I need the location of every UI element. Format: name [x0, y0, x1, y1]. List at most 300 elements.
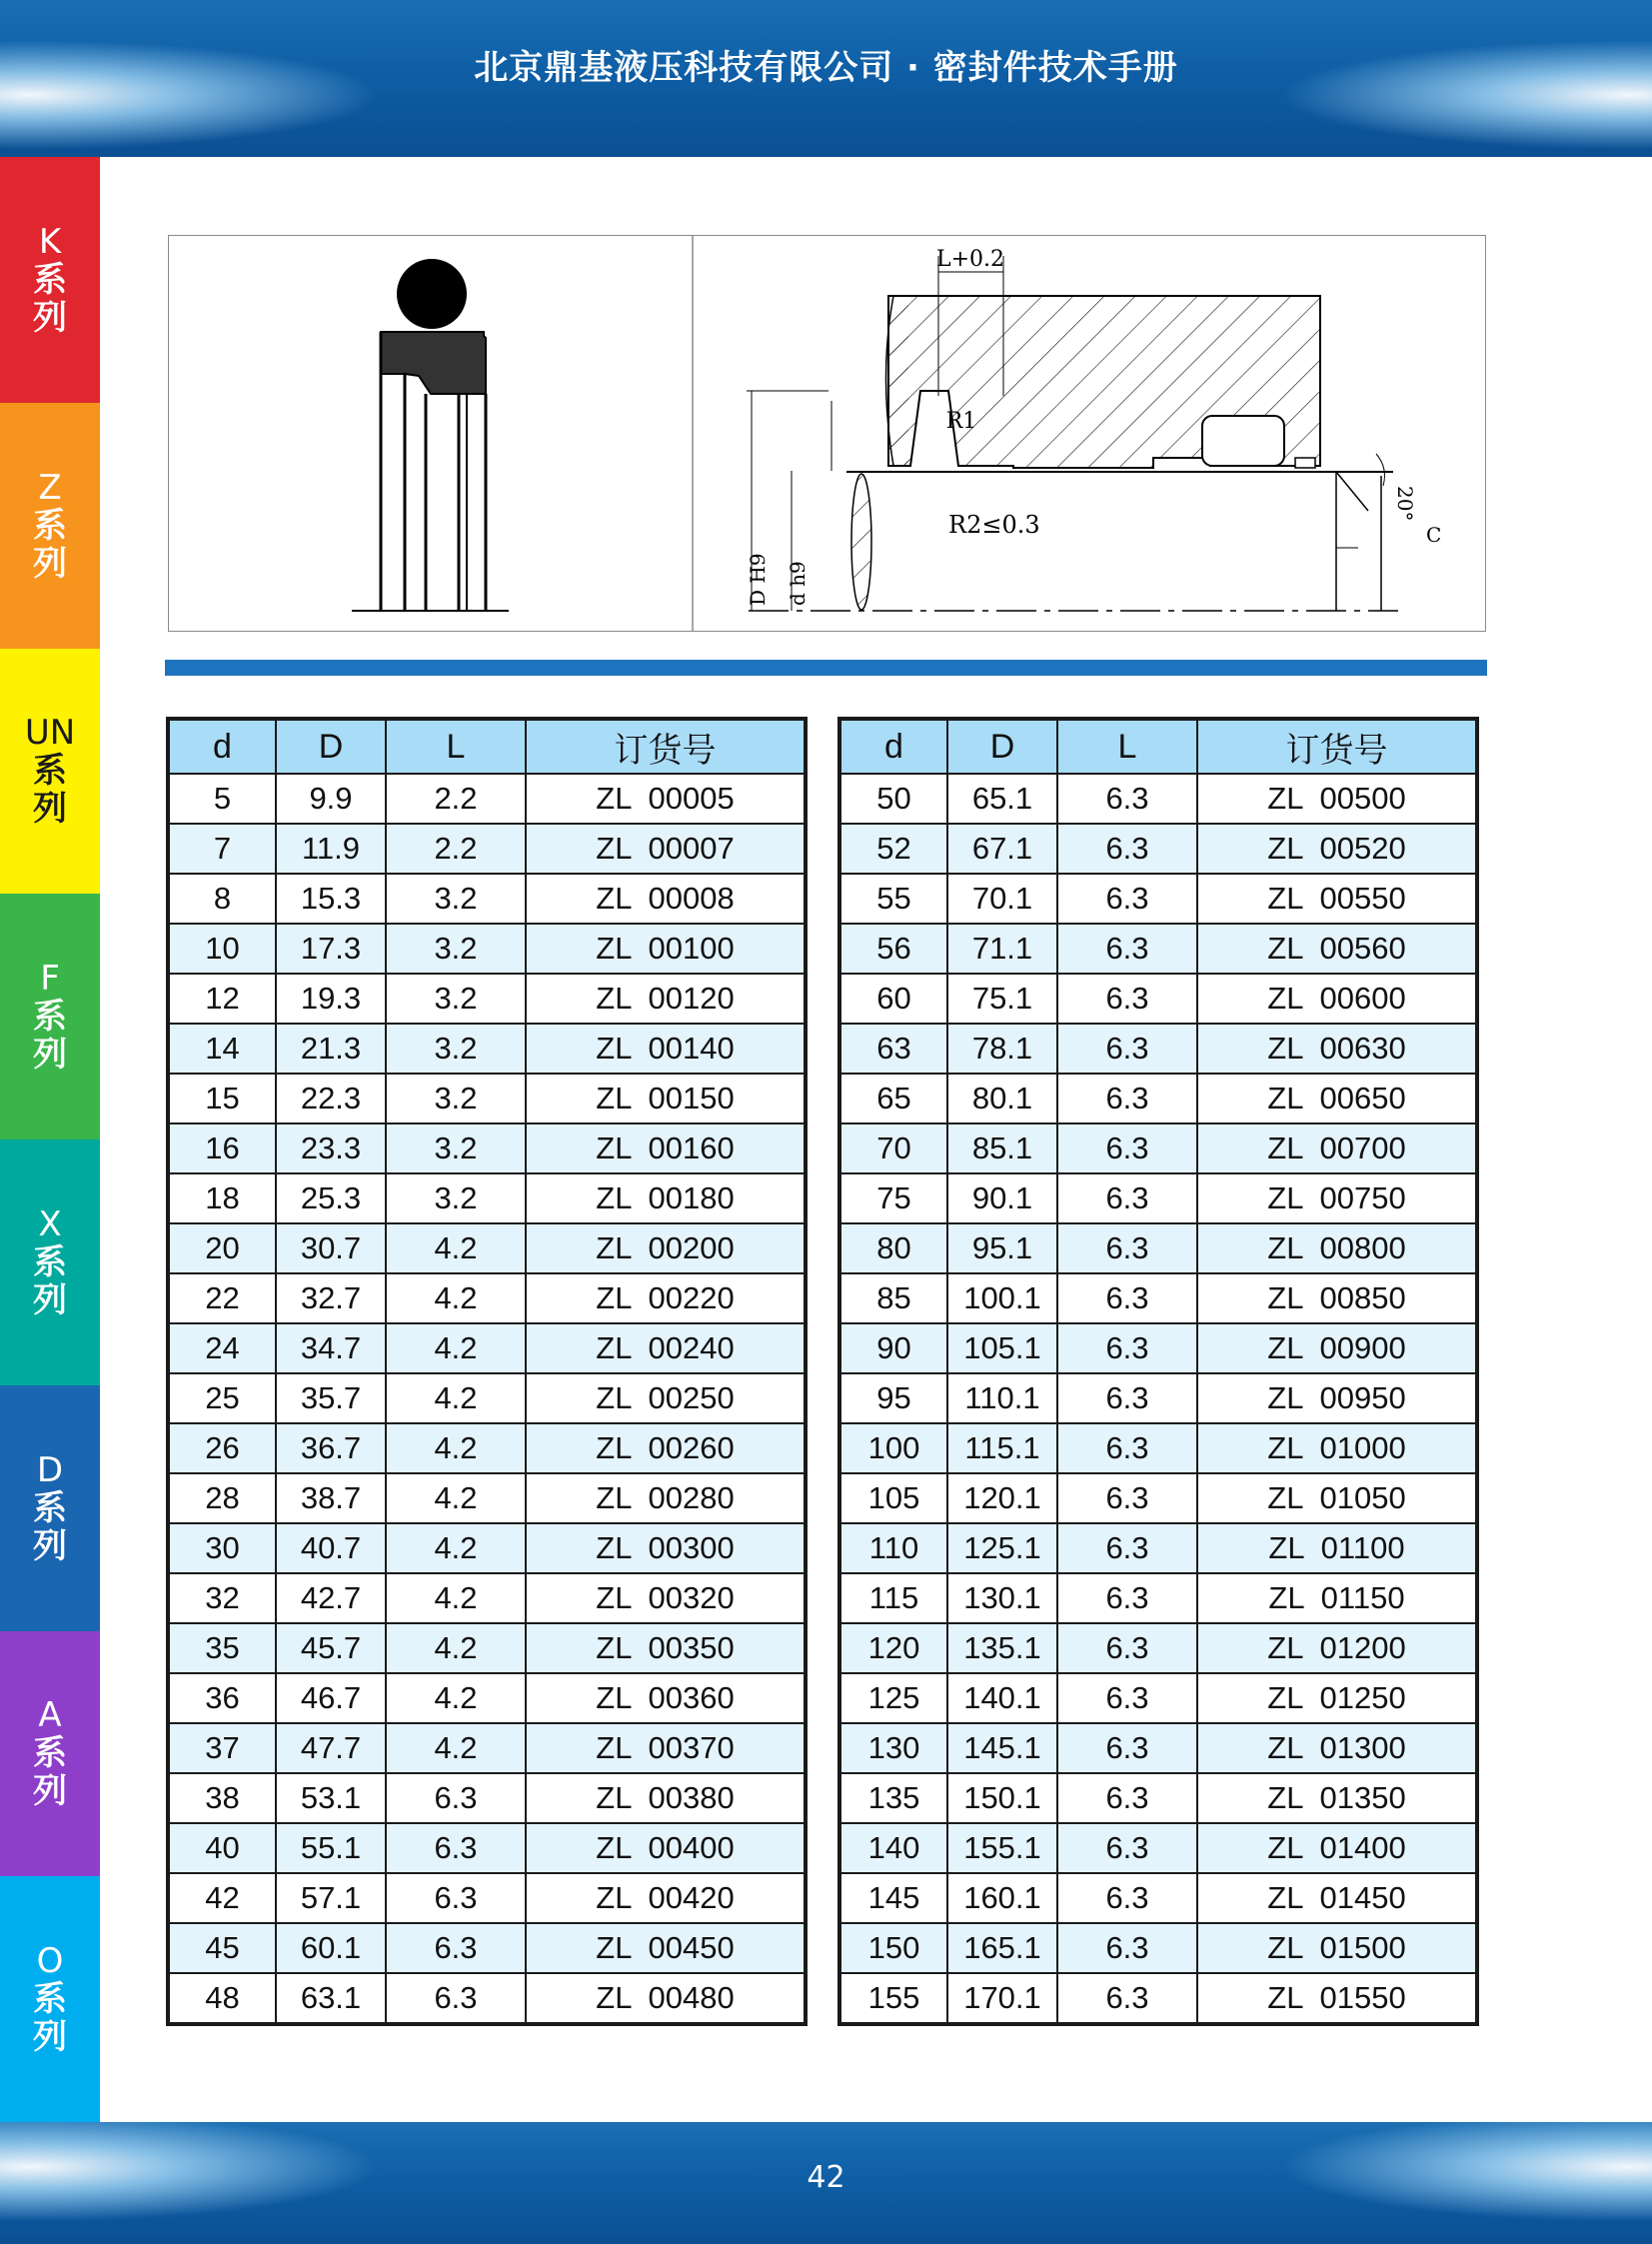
- sidebar-tab-code: K: [38, 221, 62, 262]
- series-sidebar: [0, 157, 100, 2122]
- table-row: [839, 1973, 1477, 2024]
- cell-d: 32: [168, 1573, 276, 1623]
- cell-d: 45: [168, 1923, 276, 1973]
- seal-profile-figure: [352, 259, 509, 611]
- cell-order-number: ZL 00180: [526, 1173, 806, 1223]
- table-row: [168, 1074, 806, 1123]
- cell-d: 150: [839, 1923, 947, 1973]
- page-number: 42: [807, 2160, 845, 2195]
- table-row: [168, 1623, 806, 1673]
- cell-L: 4.2: [386, 1673, 526, 1723]
- table-row: [839, 1323, 1477, 1373]
- cell-order-number: ZL 01400: [1197, 1823, 1477, 1873]
- cell-L: 4.2: [386, 1623, 526, 1673]
- cell-d: 37: [168, 1723, 276, 1773]
- cell-d: 145: [839, 1873, 947, 1923]
- table-row: [839, 1273, 1477, 1323]
- table-row: [839, 1573, 1477, 1623]
- cell-L: 3.2: [386, 974, 526, 1024]
- cell-order-number: ZL 00005: [526, 774, 806, 824]
- sidebar-tab-d-series[interactable]: [0, 1385, 100, 1631]
- cell-order-number: ZL 01050: [1197, 1473, 1477, 1523]
- cell-L: 6.3: [1057, 1173, 1197, 1223]
- table-row: [168, 1973, 806, 2024]
- header-D: D: [947, 719, 1057, 774]
- cell-d: 26: [168, 1423, 276, 1473]
- spec-table-left: [166, 717, 808, 2026]
- cell-order-number: ZL 00240: [526, 1323, 806, 1373]
- cell-L: 6.3: [1057, 1223, 1197, 1273]
- cell-L: 6.3: [1057, 924, 1197, 974]
- header-d: d: [168, 719, 276, 774]
- sidebar-tab-f-series[interactable]: [0, 894, 100, 1139]
- cell-D: 75.1: [947, 974, 1057, 1024]
- table-row: [168, 1823, 806, 1873]
- page-footer: [0, 2122, 1652, 2244]
- cell-D: 38.7: [276, 1473, 386, 1523]
- cell-D: 57.1: [276, 1873, 386, 1923]
- cell-L: 4.2: [386, 1373, 526, 1423]
- table-row: [839, 1024, 1477, 1074]
- table-row: [168, 1523, 806, 1573]
- cell-L: 3.2: [386, 1123, 526, 1173]
- cell-L: 6.3: [1057, 1773, 1197, 1823]
- cell-d: 95: [839, 1373, 947, 1423]
- cell-L: 6.3: [1057, 1923, 1197, 1973]
- cell-order-number: ZL 00380: [526, 1773, 806, 1823]
- cell-D: 30.7: [276, 1223, 386, 1273]
- cell-order-number: ZL 00350: [526, 1623, 806, 1673]
- cell-order-number: ZL 00220: [526, 1273, 806, 1323]
- cell-d: 140: [839, 1823, 947, 1873]
- cell-D: 120.1: [947, 1473, 1057, 1523]
- cell-order-number: ZL 01250: [1197, 1673, 1477, 1723]
- cell-d: 16: [168, 1123, 276, 1173]
- page-header: [0, 0, 1652, 157]
- cell-L: 3.2: [386, 874, 526, 924]
- table-row: [168, 1723, 806, 1773]
- cell-d: 24: [168, 1323, 276, 1373]
- sidebar-tab-o-series[interactable]: [0, 1876, 100, 2122]
- cell-L: 4.2: [386, 1573, 526, 1623]
- cell-D: 17.3: [276, 924, 386, 974]
- label-chamfer: C: [1426, 523, 1442, 547]
- table-row: [839, 1173, 1477, 1223]
- cell-D: 40.7: [276, 1523, 386, 1573]
- cell-d: 60: [839, 974, 947, 1024]
- cell-order-number: ZL 01100: [1197, 1523, 1477, 1573]
- cell-D: 70.1: [947, 874, 1057, 924]
- cell-D: 23.3: [276, 1123, 386, 1173]
- cell-L: 6.3: [1057, 1523, 1197, 1573]
- sidebar-tab-label: 系列: [33, 505, 67, 584]
- label-angle: 20°: [1393, 486, 1417, 522]
- cell-order-number: ZL 01550: [1197, 1973, 1477, 2024]
- table-row: [168, 824, 806, 874]
- table-row: [839, 1473, 1477, 1523]
- cell-d: 135: [839, 1773, 947, 1823]
- cell-d: 50: [839, 774, 947, 824]
- cell-D: 47.7: [276, 1723, 386, 1773]
- header-order-number: 订货号: [526, 719, 806, 774]
- cell-d: 65: [839, 1074, 947, 1123]
- sidebar-tab-label: 系列: [33, 1487, 67, 1566]
- cell-order-number: ZL 00300: [526, 1523, 806, 1573]
- sidebar-tab-z-series[interactable]: [0, 403, 100, 649]
- cell-D: 9.9: [276, 774, 386, 824]
- cell-order-number: ZL 00650: [1197, 1074, 1477, 1123]
- cell-D: 78.1: [947, 1024, 1057, 1074]
- cell-d: 52: [839, 824, 947, 874]
- cell-D: 21.3: [276, 1024, 386, 1074]
- label-groove-width: L+0.2: [935, 247, 1005, 272]
- cell-D: 36.7: [276, 1423, 386, 1473]
- cell-order-number: ZL 00560: [1197, 924, 1477, 974]
- cell-D: 170.1: [947, 1973, 1057, 2024]
- cell-d: 110: [839, 1523, 947, 1573]
- cell-order-number: ZL 00280: [526, 1473, 806, 1523]
- seal-drawing: [169, 236, 1485, 631]
- cell-L: 4.2: [386, 1273, 526, 1323]
- cell-order-number: ZL 00120: [526, 974, 806, 1024]
- sidebar-tab-code: O: [36, 1941, 64, 1982]
- cell-d: 18: [168, 1173, 276, 1223]
- cell-order-number: ZL 01500: [1197, 1923, 1477, 1973]
- header-L: L: [386, 719, 526, 774]
- cell-d: 75: [839, 1173, 947, 1223]
- cell-order-number: ZL 01150: [1197, 1573, 1477, 1623]
- cell-order-number: ZL 00150: [526, 1074, 806, 1123]
- cell-D: 90.1: [947, 1173, 1057, 1223]
- cell-d: 120: [839, 1623, 947, 1673]
- sidebar-tab-label: 系列: [33, 997, 67, 1076]
- table-row: [168, 1123, 806, 1173]
- cell-order-number: ZL 00100: [526, 924, 806, 974]
- sidebar-tab-a-series[interactable]: [0, 1631, 100, 1877]
- cell-D: 80.1: [947, 1074, 1057, 1123]
- table-row: [168, 1024, 806, 1074]
- sidebar-tab-code: F: [40, 959, 60, 1000]
- table-row: [839, 924, 1477, 974]
- cell-d: 105: [839, 1473, 947, 1523]
- cell-L: 6.3: [386, 1873, 526, 1923]
- cell-D: 100.1: [947, 1273, 1057, 1323]
- cell-D: 22.3: [276, 1074, 386, 1123]
- cell-L: 6.3: [1057, 1024, 1197, 1074]
- table-row: [839, 1873, 1477, 1923]
- groove-figure: [747, 256, 1398, 611]
- cell-D: 155.1: [947, 1823, 1057, 1873]
- cell-D: 11.9: [276, 824, 386, 874]
- table-header-row: [839, 719, 1477, 774]
- table-row: [168, 1673, 806, 1723]
- table-row: [839, 774, 1477, 824]
- cell-L: 6.3: [1057, 1673, 1197, 1723]
- cell-L: 4.2: [386, 1323, 526, 1373]
- cell-D: 135.1: [947, 1623, 1057, 1673]
- label-bore: D H9: [746, 553, 770, 606]
- cell-order-number: ZL 00160: [526, 1123, 806, 1173]
- cell-order-number: ZL 00550: [1197, 874, 1477, 924]
- cell-L: 6.3: [1057, 824, 1197, 874]
- sidebar-tab-code: UN: [24, 713, 76, 754]
- table-row: [839, 1074, 1477, 1123]
- cell-order-number: ZL 00480: [526, 1973, 806, 2024]
- cell-D: 65.1: [947, 774, 1057, 824]
- cell-d: 38: [168, 1773, 276, 1823]
- sidebar-tab-label: 系列: [33, 1241, 67, 1320]
- cell-D: 15.3: [276, 874, 386, 924]
- cell-L: 6.3: [386, 1823, 526, 1873]
- cell-d: 115: [839, 1573, 947, 1623]
- table-row: [168, 1423, 806, 1473]
- table-row: [839, 1823, 1477, 1873]
- cell-order-number: ZL 00360: [526, 1673, 806, 1723]
- cell-D: 150.1: [947, 1773, 1057, 1823]
- cell-D: 95.1: [947, 1223, 1057, 1273]
- cell-d: 63: [839, 1024, 947, 1074]
- cell-L: 4.2: [386, 1423, 526, 1473]
- cell-D: 42.7: [276, 1573, 386, 1623]
- cell-D: 67.1: [947, 824, 1057, 874]
- table-row: [168, 874, 806, 924]
- cell-L: 4.2: [386, 1723, 526, 1773]
- table-row: [839, 1773, 1477, 1823]
- cell-d: 42: [168, 1873, 276, 1923]
- table-header-row: [168, 719, 806, 774]
- cell-d: 35: [168, 1623, 276, 1673]
- cell-L: 6.3: [1057, 1723, 1197, 1773]
- cell-d: 12: [168, 974, 276, 1024]
- label-r1: R1: [945, 409, 977, 434]
- table-row: [839, 1523, 1477, 1573]
- label-rod: d h9: [786, 561, 810, 606]
- cell-D: 34.7: [276, 1323, 386, 1373]
- cell-L: 6.3: [1057, 1373, 1197, 1423]
- cell-L: 4.2: [386, 1523, 526, 1573]
- table-row: [839, 1123, 1477, 1173]
- cell-d: 155: [839, 1973, 947, 2024]
- cell-d: 25: [168, 1373, 276, 1423]
- cell-order-number: ZL 00450: [526, 1923, 806, 1973]
- table-row: [839, 1223, 1477, 1273]
- table-row: [839, 1673, 1477, 1723]
- sidebar-tab-label: 系列: [33, 1733, 67, 1812]
- cell-d: 40: [168, 1823, 276, 1873]
- cell-L: 4.2: [386, 1223, 526, 1273]
- cell-order-number: ZL 00520: [1197, 824, 1477, 874]
- sidebar-tab-code: D: [36, 1449, 64, 1490]
- cell-D: 53.1: [276, 1773, 386, 1823]
- sidebar-tab-label: 系列: [33, 751, 67, 830]
- cell-D: 32.7: [276, 1273, 386, 1323]
- cell-d: 85: [839, 1273, 947, 1323]
- cell-d: 125: [839, 1673, 947, 1723]
- cell-L: 3.2: [386, 1173, 526, 1223]
- cell-order-number: ZL 00400: [526, 1823, 806, 1873]
- spec-table-right: [837, 717, 1479, 2026]
- cell-order-number: ZL 00800: [1197, 1223, 1477, 1273]
- table-row: [168, 1773, 806, 1823]
- seal-body: [381, 332, 486, 394]
- sidebar-tab-code: A: [38, 1695, 62, 1736]
- table-row: [839, 1423, 1477, 1473]
- cell-D: 55.1: [276, 1823, 386, 1873]
- cell-L: 3.2: [386, 1024, 526, 1074]
- table-row: [839, 1373, 1477, 1423]
- cell-D: 160.1: [947, 1873, 1057, 1923]
- cell-d: 56: [839, 924, 947, 974]
- cell-d: 130: [839, 1723, 947, 1773]
- cell-L: 6.3: [1057, 1973, 1197, 2024]
- cell-L: 2.2: [386, 774, 526, 824]
- cell-d: 90: [839, 1323, 947, 1373]
- header-order-number: 订货号: [1197, 719, 1477, 774]
- table-row: [168, 1273, 806, 1323]
- cell-D: 63.1: [276, 1973, 386, 2024]
- table-row: [168, 1373, 806, 1423]
- cell-D: 105.1: [947, 1323, 1057, 1373]
- sidebar-tab-un-series[interactable]: [0, 649, 100, 895]
- cell-d: 20: [168, 1223, 276, 1273]
- cell-order-number: ZL 00320: [526, 1573, 806, 1623]
- cell-D: 165.1: [947, 1923, 1057, 1973]
- o-ring-section: [397, 259, 467, 329]
- cell-d: 15: [168, 1074, 276, 1123]
- cell-d: 8: [168, 874, 276, 924]
- sidebar-tab-label: 系列: [33, 259, 67, 338]
- cell-order-number: ZL 00750: [1197, 1173, 1477, 1223]
- cell-order-number: ZL 00250: [526, 1373, 806, 1423]
- seal-diagram: [168, 235, 1486, 632]
- cell-d: 14: [168, 1024, 276, 1074]
- cell-d: 28: [168, 1473, 276, 1523]
- cell-L: 6.3: [1057, 1323, 1197, 1373]
- cell-d: 80: [839, 1223, 947, 1273]
- cell-d: 100: [839, 1423, 947, 1473]
- sidebar-tab-k-series[interactable]: [0, 157, 100, 403]
- cell-L: 6.3: [1057, 1873, 1197, 1923]
- cell-D: 125.1: [947, 1523, 1057, 1573]
- cell-order-number: ZL 00370: [526, 1723, 806, 1773]
- cell-order-number: ZL 00260: [526, 1423, 806, 1473]
- cell-d: 10: [168, 924, 276, 974]
- cell-L: 6.3: [1057, 1273, 1197, 1323]
- header-L: L: [1057, 719, 1197, 774]
- cell-d: 36: [168, 1673, 276, 1723]
- cell-order-number: ZL 00700: [1197, 1123, 1477, 1173]
- cell-order-number: ZL 00200: [526, 1223, 806, 1273]
- cell-L: 6.3: [1057, 774, 1197, 824]
- table-row: [168, 974, 806, 1024]
- cell-d: 70: [839, 1123, 947, 1173]
- cell-L: 6.3: [1057, 1473, 1197, 1523]
- sidebar-tab-label: 系列: [33, 1979, 67, 2058]
- cell-L: 6.3: [386, 1973, 526, 2024]
- cell-d: 7: [168, 824, 276, 874]
- cell-D: 35.7: [276, 1373, 386, 1423]
- cell-D: 45.7: [276, 1623, 386, 1673]
- cell-order-number: ZL 00600: [1197, 974, 1477, 1024]
- table-row: [168, 774, 806, 824]
- cell-L: 3.2: [386, 1074, 526, 1123]
- header-title: 北京鼎基液压科技有限公司 · 密封件技术手册: [474, 48, 1178, 88]
- table-row: [839, 824, 1477, 874]
- cell-order-number: ZL 01450: [1197, 1873, 1477, 1923]
- cell-L: 6.3: [386, 1773, 526, 1823]
- table-row: [168, 924, 806, 974]
- cell-D: 46.7: [276, 1673, 386, 1723]
- cell-d: 48: [168, 1973, 276, 2024]
- cell-D: 60.1: [276, 1923, 386, 1973]
- cell-L: 2.2: [386, 824, 526, 874]
- table-row: [839, 1923, 1477, 1973]
- header-d: d: [839, 719, 947, 774]
- cell-order-number: ZL 00950: [1197, 1373, 1477, 1423]
- table-row: [839, 974, 1477, 1024]
- table-row: [168, 1873, 806, 1923]
- table-row: [168, 1173, 806, 1223]
- cell-D: 115.1: [947, 1423, 1057, 1473]
- cell-d: 30: [168, 1523, 276, 1573]
- header-D: D: [276, 719, 386, 774]
- cell-order-number: ZL 00850: [1197, 1273, 1477, 1323]
- cell-order-number: ZL 00140: [526, 1024, 806, 1074]
- cell-D: 110.1: [947, 1373, 1057, 1423]
- sidebar-tab-code: X: [38, 1203, 62, 1244]
- cell-D: 145.1: [947, 1723, 1057, 1773]
- cell-D: 25.3: [276, 1173, 386, 1223]
- cell-D: 130.1: [947, 1573, 1057, 1623]
- cell-order-number: ZL 01000: [1197, 1423, 1477, 1473]
- sidebar-tab-x-series[interactable]: [0, 1139, 100, 1385]
- cell-d: 5: [168, 774, 276, 824]
- cell-L: 4.2: [386, 1473, 526, 1523]
- section-divider-bar: [165, 660, 1487, 676]
- table-row: [168, 1473, 806, 1523]
- cell-L: 3.2: [386, 924, 526, 974]
- cell-order-number: ZL 01300: [1197, 1723, 1477, 1773]
- cell-L: 6.3: [1057, 1074, 1197, 1123]
- cell-order-number: ZL 01200: [1197, 1623, 1477, 1673]
- table-row: [839, 874, 1477, 924]
- cell-L: 6.3: [1057, 974, 1197, 1024]
- cell-order-number: ZL 00007: [526, 824, 806, 874]
- table-row: [839, 1623, 1477, 1673]
- label-r2: R2≤0.3: [948, 511, 1040, 539]
- cell-D: 140.1: [947, 1673, 1057, 1723]
- table-row: [168, 1573, 806, 1623]
- cell-order-number: ZL 00500: [1197, 774, 1477, 824]
- cell-order-number: ZL 00008: [526, 874, 806, 924]
- cell-L: 6.3: [1057, 1623, 1197, 1673]
- cell-order-number: ZL 00900: [1197, 1323, 1477, 1373]
- table-row: [168, 1323, 806, 1373]
- cell-D: 85.1: [947, 1123, 1057, 1173]
- cell-L: 6.3: [1057, 1823, 1197, 1873]
- table-row: [168, 1923, 806, 1973]
- table-row: [168, 1223, 806, 1273]
- cell-L: 6.3: [386, 1923, 526, 1973]
- cell-L: 6.3: [1057, 874, 1197, 924]
- cell-L: 6.3: [1057, 1123, 1197, 1173]
- cell-order-number: ZL 00420: [526, 1873, 806, 1923]
- cell-D: 19.3: [276, 974, 386, 1024]
- cell-L: 6.3: [1057, 1423, 1197, 1473]
- cell-L: 6.3: [1057, 1573, 1197, 1623]
- cell-d: 22: [168, 1273, 276, 1323]
- cell-D: 71.1: [947, 924, 1057, 974]
